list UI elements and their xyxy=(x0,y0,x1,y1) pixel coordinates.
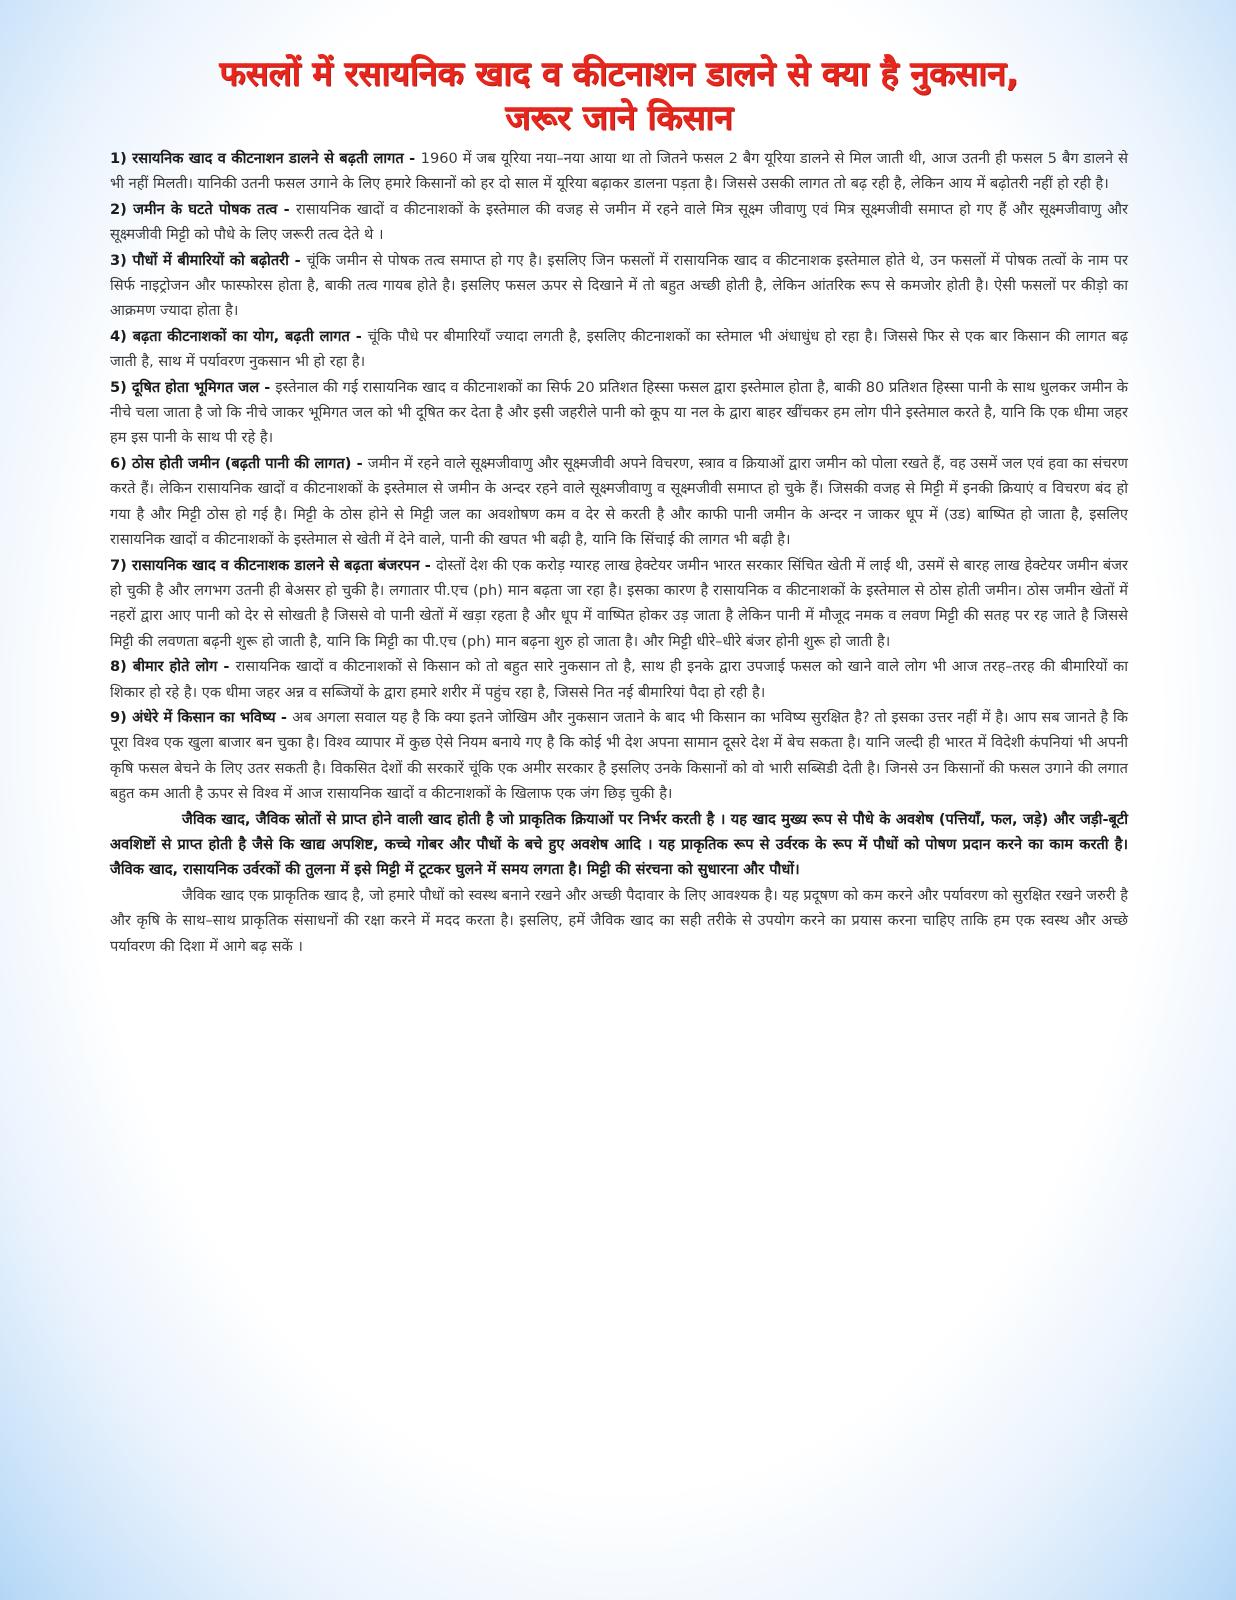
point-9-text: अब अगला सवाल यह है कि क्या इतने जोखिम और नुकसान जताने के बाद भी किसान का भविष्य सुरक्षित है? तो इसका उत्तर नहीं में है। आप सब जानते है कि पूरा विश्व एक खुला बाजार बन चुका है। विश्व व्यापार में कुछ ऐसे नियम बनाये गए है कि कोई भी देश अपना सामान दूसरे देश में बेच सकता है। यानि जल्दी ही भारत में विदेशी कंपनियां भी अपनी कृषि फसल बेचने के लिए उतर सकती है। विकसित देशों की सरकारें चूंकि एक अमीर सरकार है इसलिए उनके किसानों को वो भारी सब्सिडी देती है। जिनसे उन किसानों की फसल उगाने की लगात बहुत कम आती है ऊपर से विश्व में आज रासायनिक खादों व कीटनाशकों के खिलाफ एक जंग छिड़ चुकी है। xyxy=(110,708,1129,803)
point-9 xyxy=(110,705,1128,807)
point-3-heading: 3) पौधों में बीमारियों को बढ़ोतरी - xyxy=(110,251,307,269)
point-5-text: इस्तेनाल की गई रासायनिक खाद व कीटनाशकों का सिर्फ 20 प्रतिशत हिस्सा फसल द्वारा इस्तेमाल होता है, बाकी 80 प्रतिशत हिस्सा पानी के साथ धुलकर जमीन के नीचे चला जाता है जो कि नीचे जाकर भूमिगत जल को भी दूषित कर देता है और इसी जहरीले पानी को कूप या नल के द्वारा बाहर खींचकर हम लोग पीने इस्तेमाल करते है, यानि कि एक धीमा जहर हम इस पानी के साथ पी रहे है। xyxy=(110,378,1128,447)
point-7-text: दोस्तों देश की एक करोड़ ग्यारह लाख हेक्टेयर जमीन भारत सरकार सिंचित खेती में लाई थी, उसमें से बारह लाख हेक्टेयर जमीन बंजर हो चुकी है और लगभग उतनी ही बेअसर हो चुकी है। लगातार पी.एच (ph) मान बढ़ता जा रहा है। इसका कारण है रासायनिक व कीटनाशकों के इस्तेमाल से ठोस होती जमीन। ठोस जमीन खेतों में नहरों द्वारा आए पानी को देर से सोखती है जिससे वो पानी खेतों में खड़ा रहता है और धूप में वाष्पित होकर उड़ जाता है लेकिन पानी में मौजूद नमक व लवण मिट्टी की सतह पर रह जाते है जिससे मिट्टी की लवणता बढ़नी शुरू हो जाती है, यानि कि मिट्टी का पी.एच (ph) मान बढ़ना शुरु हो जाता है। और मिट्टी धीरे–धीरे बंजर होनी शुरू हो जाती है। xyxy=(110,556,1128,650)
article-body xyxy=(110,146,1128,959)
point-8-heading: 8) बीमार होते लोग - xyxy=(110,658,236,676)
organic-manure-paragraph: जैविक खाद, जैविक स्रोतों से प्राप्त होने वाली खाद होती है जो प्राकृतिक क्रियाओं पर निर्भर करती है । यह खाद मुख्य रूप से पौधे के अवशेष (पत्तियाँ, फल, जड़े) और जड़ी-बूटी अवशिष्टों से प्राप्त होती है जैसे कि खाद्य अपशिष्ट, कच्चे गोबर और पौधों के बचे हुए अवशेष आदि । यह प्राकृतिक रूप से उर्वरक के रूप में पौधों को पोषण प्रदान करने का काम करती है। जैविक खाद, रासायनिक उर्वरकों की तुलना में इसे मिट्टी में टूटकर घुलने में समय लगता है। मिट्टी की संरचना को सुधारना और पौधों। xyxy=(110,810,1128,879)
point-1 xyxy=(110,146,1128,197)
title-line-1: फसलों में रसायनिक खाद व कीटनाशन डालने से क्या है नुकसान, xyxy=(219,54,1019,94)
point-4-text: चूंकि पौधे पर बीमारियाँ ज्यादा लगती है, इसलिए कीटनाशकों का स्तेमाल भी अंधाधुंध हो रहा है। जिससे फिर से एक बार किसान की लागत बढ़ जाती है, साथ में पर्यावरण नुकसान भी हो रहा है। xyxy=(110,327,1128,371)
point-9-heading: 9) अंधेरे में किसान का भविष्य - xyxy=(110,708,293,726)
point-6-heading: 6) ठोस होती जमीन (बढ़ती पानी की लागत) - xyxy=(110,454,368,472)
point-7-heading: 7) रासायनिक खाद व कीटनाशक डालने से बढ़ता बंजरपन - xyxy=(110,556,437,574)
point-2-text: रासायनिक खादों व कीटनाशकों के इस्तेमाल की वजह से जमीन में रहने वाले मित्र सूक्ष्म जीवाणु एवं मित्र सूक्ष्मजीवी समाप्त हो गए हैं और सूक्ष्मजीवाणु और सूक्ष्मजीवी मिट्टी को पौधे के लिए जरूरी तत्व देते थे । xyxy=(110,200,1128,244)
point-4-heading: 4) बढ़ता कीटनाशकों का योग, बढ़ती लागत - xyxy=(110,327,368,345)
point-4 xyxy=(110,324,1128,375)
title-line-2: जरूर जाने किसान xyxy=(505,98,733,138)
point-8 xyxy=(110,654,1128,705)
point-6-text: जमीन में रहने वाले सूक्ष्मजीवाणु और सूक्ष्मजीवी अपने विचरण, स्त्राव व क्रियाओं द्वारा जमीन को पोला रखते हैं, वह उसमें जल एवं हवा का संचरण करते हैं। लेकिन रासायनिक खादों व कीटनाशकों के इस्तेमाल से जमीन के अन्दर रहने वाले सूक्ष्मजीवाणु व सूक्ष्मजीवी समाप्त हो चुके हैं। जिसकी वजह से मिट्टी में इनकी क्रियाएं व विचरण बंद हो गया है और मिट्टी ठोस हो गई है। मिट्टी के ठोस होने से मिट्टी जल का अवशोषण कम व देर से करती है और काफी पानी जमीन के अन्दर न जाकर धूप में (उड) बाष्पित हो जाता है, इसलिए रासायनिक खादों व कीटनाशकों के इस्तेमाल से खेती में देने वाले, पानी की खपत भी बढ़ी है, यानि कि सिंचाई की लागत भी बढ़ी है। xyxy=(110,454,1128,549)
point-2 xyxy=(110,197,1128,248)
point-5-heading: 5) दूषित होता भूमिगत जल - xyxy=(110,378,276,396)
point-8-text: रासायनिक खादों व कीटनाशकों से किसान को तो बहुत सारे नुकसान तो है, साथ ही इनके द्वारा उपजाई फसल को खाने वाले लोग भी आज तरह–तरह की बीमारियों का शिकार हो रहे है। एक धीमा जहर अन्न व सब्जियों के द्वारा हमारे शरीर में पहुंच रहा है, जिससे नित नई बीमारियां पैदा हो रही है। xyxy=(110,658,1128,701)
page-title xyxy=(110,52,1128,140)
point-5 xyxy=(110,375,1128,451)
point-2-heading: 2) जमीन के घटते पोषक तत्व - xyxy=(110,200,297,218)
point-7 xyxy=(110,553,1128,655)
point-1-heading: 1) रसायनिक खाद व कीटनाशन डालने से बढ़ती लागत - xyxy=(110,150,421,167)
point-3 xyxy=(110,248,1128,324)
document-page xyxy=(110,52,1128,1592)
point-3-text: चूंकि जमीन से पोषक तत्व समाप्त हो गए है। इसलिए जिन फसलों में रासायनिक खाद व कीटनाशक इस्तेमाल होते थे, उन फसलों में पोषक तत्वों के नाम पर सिर्फ नाइट्रोजन और फास्फोरस होता है, बाकी तत्व गायब होते है। इसलिए फसल ऊपर से दिखाने में तो बहुत अच्छी होती है, लेकिन आंतरिक रूप से कमजोर होती है। ऐसी फसलों पर कीड़ो का आक्रमण ज्यादा होता है। xyxy=(110,251,1128,320)
point-1-text: 1960 में जब यूरिया नया–नया आया था तो जितने फसल 2 बैग यूरिया डालने से मिल जाती थी, आज उतनी ही फसल 5 बैग डालने से भी नहीं मिलती। यानिकी उतनी फसल उगाने के लिए हमारे किसानों को हर दो साल में यूरिया बढ़ाकर डालना पड़ता है। जिससे उसकी लागत तो बढ़ रही है, लेकिन आय में बढ़ोतरी नहीं हो रही है। xyxy=(110,150,1128,193)
closing-paragraph: जैविक खाद एक प्राकृतिक खाद है, जो हमारे पौधों को स्वस्थ बनाने रखने और अच्छी पैदावार के लिए आवश्यक है। यह प्रदूषण को कम करने और पर्यावरण को सुरक्षित रखने जरुरी है और कृषि के साथ–साथ प्राकृतिक संसाधनों की रक्षा करने में मदद करता है। इसलिए, हमें जैविक खाद का सही तरीके से उपयोग करने का प्रयास करना चाहिए ताकि हम एक स्वस्थ और अच्छे पर्यावरण की दिशा में आगे बढ़ सकें । xyxy=(110,886,1128,955)
point-6 xyxy=(110,451,1128,553)
